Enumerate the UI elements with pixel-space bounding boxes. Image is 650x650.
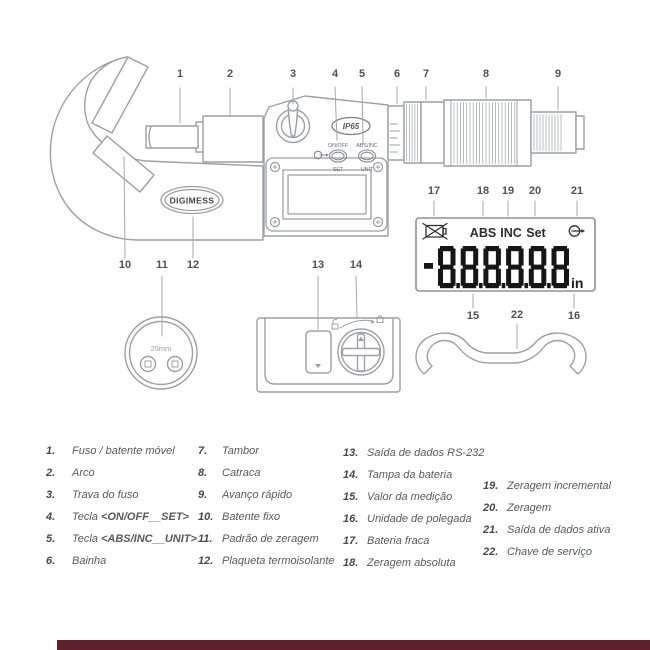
legend-item-text: Batente fixo [222, 511, 281, 523]
callout-11: 11 [156, 259, 168, 271]
legend-item-text: Bateria fraca [367, 535, 430, 547]
legend-item-text: Valor da medição [367, 491, 453, 503]
legend-item-text: Tecla <ABS/INC__UNIT> [72, 533, 197, 545]
legend-item-number: 13. [343, 447, 359, 459]
lcd-set-indicator: Set [526, 226, 546, 240]
callout-15: 15 [466, 310, 480, 322]
callout-8: 8 [482, 68, 490, 80]
legend-item-number: 14. [343, 469, 359, 481]
legend-item-number: 21. [483, 524, 499, 536]
legend-item [46, 550, 197, 572]
legend-item-text: Saída de dados ativa [507, 524, 611, 536]
callout-10: 10 [118, 259, 132, 271]
lcd-inc-indicator: INC [500, 226, 522, 240]
legend-item-number: 17. [343, 535, 359, 547]
callout-22: 22 [510, 309, 524, 321]
button1-bottom-label: SET [332, 167, 344, 173]
legend-item-text: Saída de dados RS-232 [367, 447, 485, 459]
lcd-abs-indicator: ABS [469, 226, 497, 240]
lcd-panel [416, 218, 595, 291]
legend-item-number: 12. [198, 555, 214, 567]
legend-item-number: 11. [198, 533, 213, 545]
legend-item [46, 462, 197, 484]
legend-item [198, 528, 335, 550]
legend-item-text: Trava do fuso [72, 489, 139, 501]
callout-6: 6 [393, 68, 401, 80]
legend-column-3 [343, 442, 484, 574]
legend-item-text: Fuso / batente móvel [72, 445, 175, 457]
body-block [203, 116, 263, 162]
callout-14: 14 [349, 259, 363, 271]
legend-item-number: 16. [343, 513, 359, 525]
callout-20: 20 [528, 185, 542, 197]
legend-item [46, 528, 197, 550]
legend-item [343, 464, 484, 486]
callout-4: 4 [331, 68, 339, 80]
legend-item-text: Bainha [72, 555, 107, 567]
legend-item-text: Zeragem [507, 502, 552, 514]
legend-item-number: 18. [343, 557, 359, 569]
legend-item-text: Catraca [222, 467, 261, 479]
legend-column-4 [483, 475, 611, 563]
legend-item-text: Avanço rápido [222, 489, 293, 501]
legend-item-text: Padrão de zeragem [222, 533, 319, 545]
svg-text:IP65: IP65 [342, 122, 360, 131]
lcd-unit-label: in [571, 275, 584, 291]
legend-item [198, 484, 335, 506]
legend-item-number: 20. [483, 502, 499, 514]
legend-item [343, 552, 484, 574]
legend-item [483, 541, 611, 563]
legend-item [198, 462, 335, 484]
legend-item [46, 484, 197, 506]
legend-item-text: Tecla <ON/OFF__SET> [72, 511, 189, 523]
standard-value-label: 25mm [150, 344, 172, 353]
callout-1: 1 [176, 68, 184, 80]
callout-9: 9 [554, 68, 562, 80]
battery-cover [338, 329, 384, 375]
callout-7: 7 [422, 68, 430, 80]
legend-item-text: Chave de serviço [507, 546, 592, 558]
legend-item [198, 550, 335, 572]
callout-19: 19 [501, 185, 515, 197]
legend-item-number: 19. [483, 480, 499, 492]
legend-item-text: Zeragem absoluta [367, 557, 456, 569]
callout-2: 2 [226, 68, 234, 80]
callout-12: 12 [186, 259, 200, 271]
legend-column-1 [46, 440, 197, 572]
button2-top-label: ABS/INC [356, 143, 378, 149]
legend-item [343, 508, 484, 530]
legend-item-text: Tampa da bateria [367, 469, 453, 481]
battery-panel [257, 316, 400, 393]
legend-item-text: Unidade de polegada [367, 513, 472, 525]
sleeve [388, 102, 421, 163]
legend-item [198, 506, 335, 528]
legend-item-number: 4. [46, 511, 56, 523]
legend-item-number: 22. [483, 546, 499, 558]
legend-item [343, 442, 484, 464]
legend-item [343, 530, 484, 552]
legend-item-number: 2. [46, 467, 56, 479]
legend-item-number: 15. [343, 491, 359, 503]
legend-item-text: Tambor [222, 445, 259, 457]
button2-bottom-label: UNIT [360, 167, 374, 173]
ratchet [531, 112, 584, 153]
legend-item [198, 440, 335, 462]
legend-item [483, 519, 611, 541]
service-wrench [416, 333, 586, 374]
callout-17: 17 [427, 185, 441, 197]
legend-item-number: 8. [198, 467, 208, 479]
legend-item [483, 497, 611, 519]
legend-item-number: 6. [46, 555, 56, 567]
brand-label: DIGIMESS [169, 195, 215, 206]
callout-5: 5 [358, 68, 366, 80]
legend-item [46, 440, 197, 462]
legend-item [343, 486, 484, 508]
callout-21: 21 [570, 185, 584, 197]
callout-13: 13 [311, 259, 325, 271]
legend-item-text: Plaqueta termoisolante [222, 555, 335, 567]
thimble [444, 100, 531, 166]
legend-item-text: Arco [72, 467, 95, 479]
callout-18: 18 [476, 185, 490, 197]
callout-3: 3 [289, 68, 297, 80]
legend-item-number: 7. [198, 445, 208, 457]
legend-item-number: 1. [46, 445, 56, 457]
legend-item [46, 506, 197, 528]
spindle [146, 122, 204, 152]
legend-item-text: Zeragem incremental [507, 480, 611, 492]
legend-item-number: 9. [198, 489, 208, 501]
legend-item-number: 5. [46, 533, 56, 545]
legend-item [483, 475, 611, 497]
button1-top-label: ON/OFF [327, 143, 349, 149]
footer-accent-bar [57, 640, 650, 650]
low-battery-icon [423, 224, 447, 240]
legend-item-number: 10. [198, 511, 214, 523]
setting-standard [125, 317, 197, 389]
callout-16: 16 [567, 310, 581, 322]
legend-item-number: 3. [46, 489, 56, 501]
thimble-ring [421, 102, 444, 163]
legend-column-2 [198, 440, 335, 572]
